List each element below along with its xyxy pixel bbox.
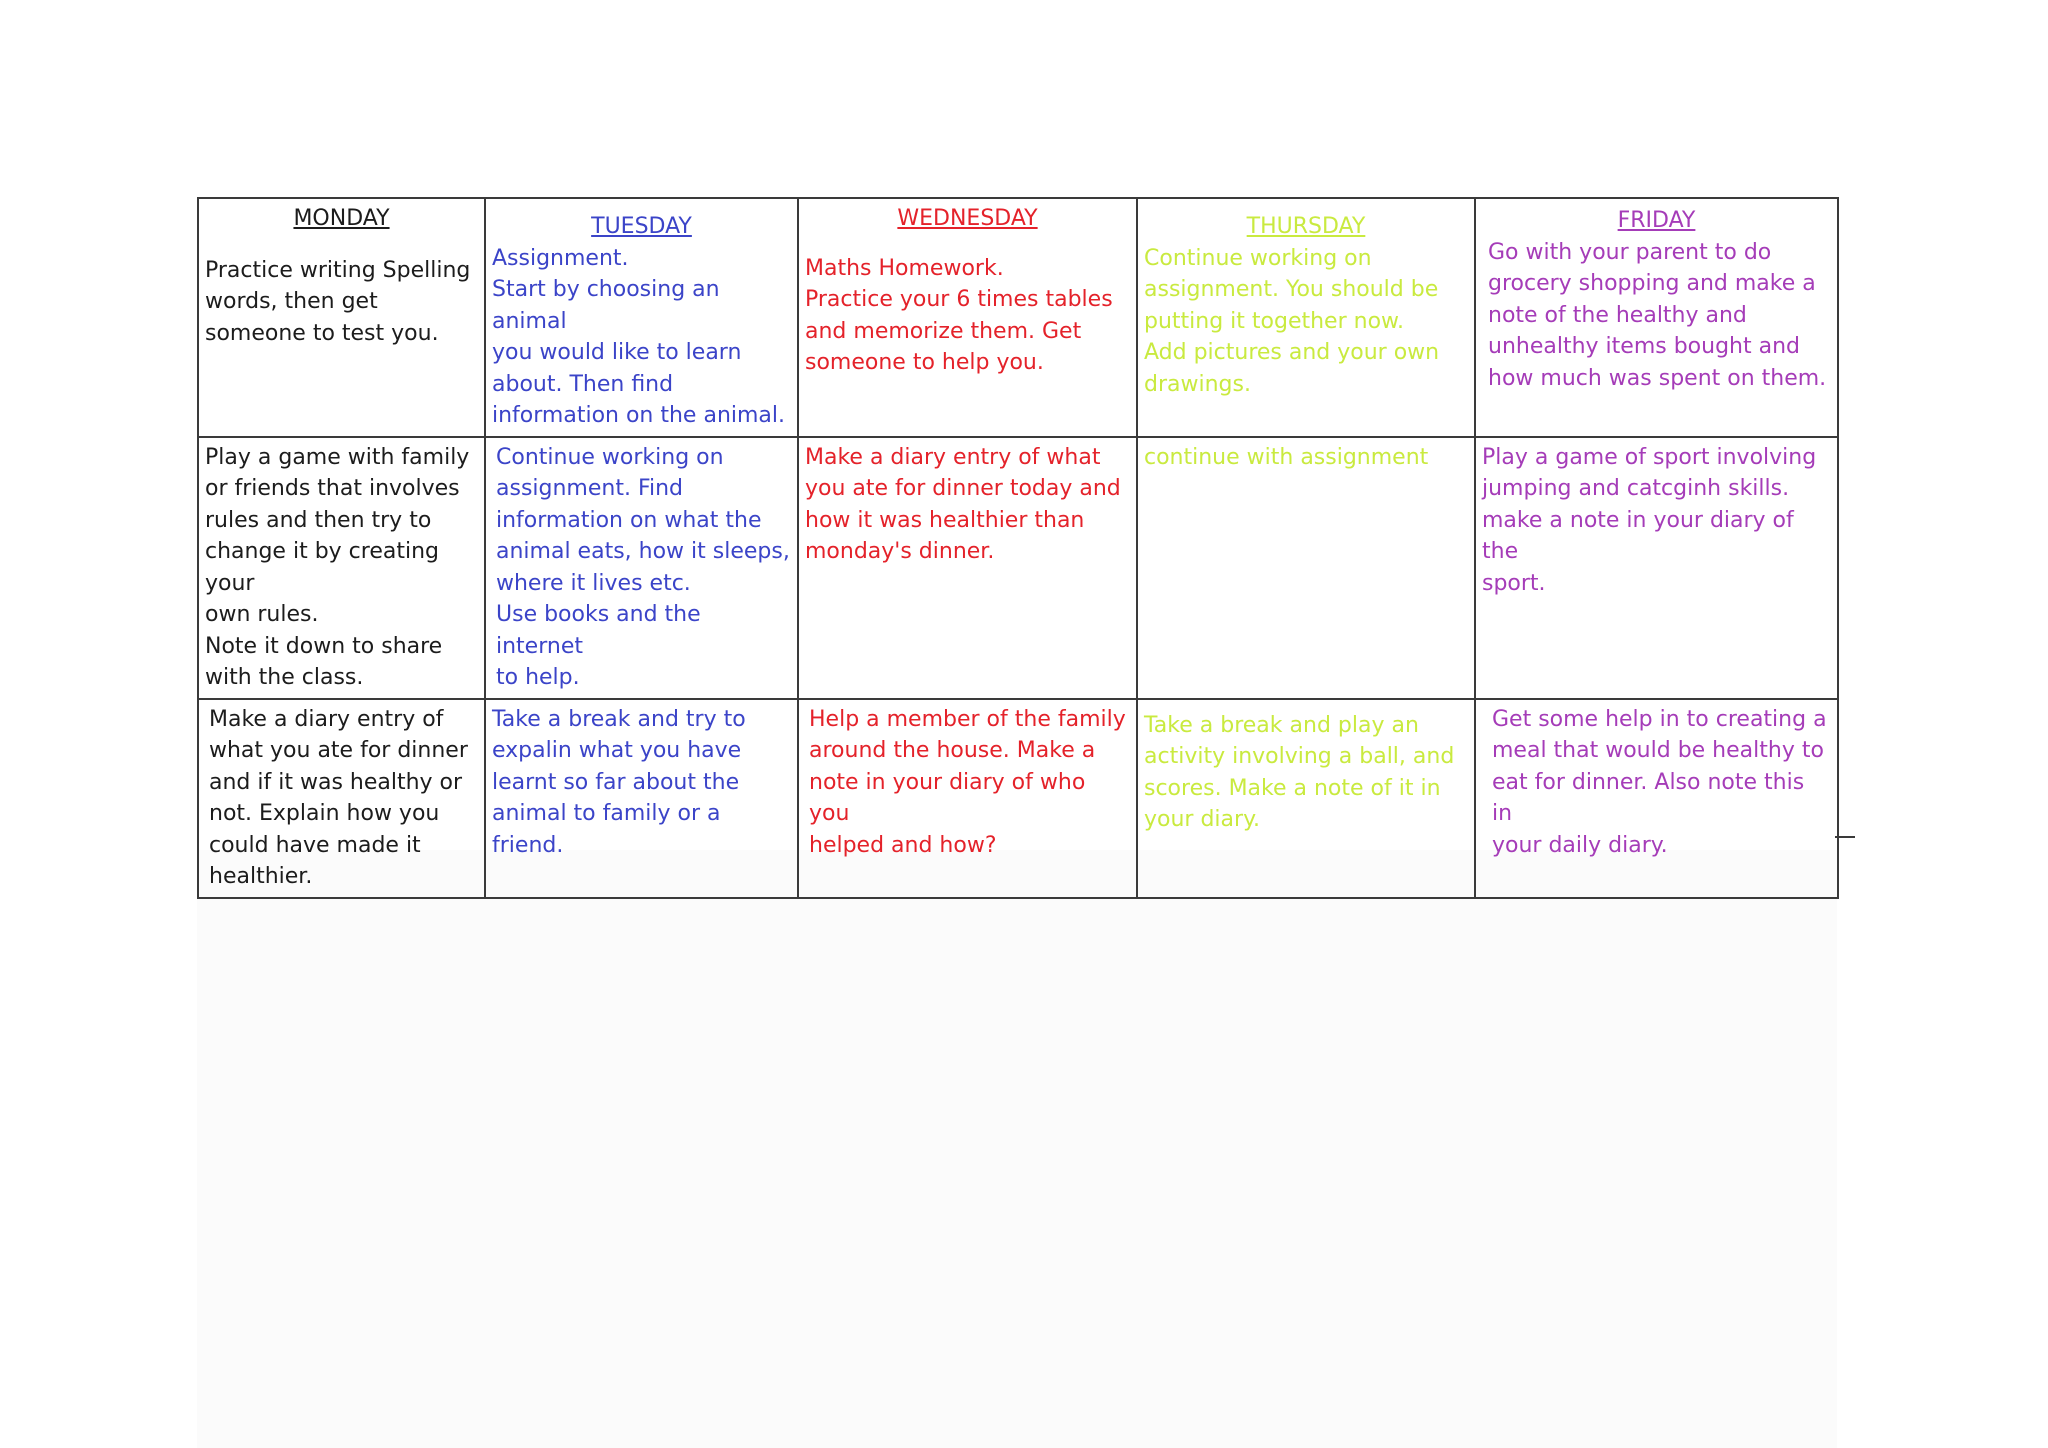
cell-tuesday-1 bbox=[485, 198, 798, 437]
task-text: Assignment. Start by choosing an animal you would like to learn about. Then find information on the animal. bbox=[492, 245, 786, 428]
task-text: Continue working on assignment. Find information on what the animal eats, how it sleeps, where it lives etc. Use books and the internet to help. bbox=[496, 444, 790, 690]
task-text: Help a member of the family around the house. Make a note in your diary of who you helped and how? bbox=[809, 706, 1126, 858]
task-text: Go with your parent to do grocery shopping and make a note of the healthy and unhealthy items bought and how much was spent on them. bbox=[1488, 239, 1827, 391]
cell-friday-1 bbox=[1475, 198, 1838, 437]
table-edge-line bbox=[1835, 836, 1855, 838]
task-text: Take a break and try to expalin what you have learnt so far about the animal to family or a friend. bbox=[492, 706, 746, 858]
cell-friday-2 bbox=[1475, 437, 1838, 699]
weekly-activity-table bbox=[197, 197, 1839, 899]
heading-thursday: THURSDAY bbox=[1246, 214, 1366, 239]
heading-wednesday: WEDNESDAY bbox=[897, 206, 1038, 231]
cell-monday-3 bbox=[198, 699, 485, 898]
cell-wednesday-2 bbox=[798, 437, 1137, 699]
table-row bbox=[198, 198, 1838, 437]
task-text: Maths Homework. Practice your 6 times tables and memorize them. Get someone to help you. bbox=[805, 255, 1113, 375]
task-text: Make a diary entry of what you ate for dinner today and how it was healthier than monday's dinner. bbox=[805, 444, 1121, 564]
task-text: Get some help in to creating a meal that would be healthy to eat for dinner. Also note this in your daily diary. bbox=[1492, 706, 1827, 858]
task-text: Take a break and play an activity involving a ball, and scores. Make a note of it in your diary. bbox=[1144, 712, 1455, 832]
cell-thursday-1 bbox=[1137, 198, 1475, 437]
cell-wednesday-1 bbox=[798, 198, 1137, 437]
table-row bbox=[198, 437, 1838, 699]
cell-thursday-2 bbox=[1137, 437, 1475, 699]
task-text: Play a game of sport involving jumping and catcginh skills. make a note in your diary of the sport. bbox=[1482, 444, 1817, 596]
cell-tuesday-3 bbox=[485, 699, 798, 898]
cell-wednesday-3 bbox=[798, 699, 1137, 898]
page-shade bbox=[197, 850, 1837, 1448]
heading-friday: FRIDAY bbox=[1617, 208, 1696, 233]
cell-thursday-3 bbox=[1137, 699, 1475, 898]
cell-tuesday-2 bbox=[485, 437, 798, 699]
heading-monday: MONDAY bbox=[293, 206, 390, 231]
cell-monday-2 bbox=[198, 437, 485, 699]
cell-friday-3 bbox=[1475, 699, 1838, 898]
task-text: continue with assignment bbox=[1144, 444, 1429, 470]
table-row bbox=[198, 699, 1838, 898]
heading-tuesday: TUESDAY bbox=[591, 214, 692, 239]
task-text: Play a game with family or friends that involves rules and then try to change it by creating your own rules. Note it down to share with the class. bbox=[205, 444, 470, 690]
task-text: Practice writing Spelling words, then get someone to test you. bbox=[205, 257, 471, 346]
task-text: Make a diary entry of what you ate for dinner and if it was healthy or not. Explain how you could have made it healthier. bbox=[209, 706, 468, 889]
cell-monday-1 bbox=[198, 198, 485, 437]
task-text: Continue working on assignment. You should be putting it together now. Add pictures and your own drawings. bbox=[1144, 245, 1440, 397]
